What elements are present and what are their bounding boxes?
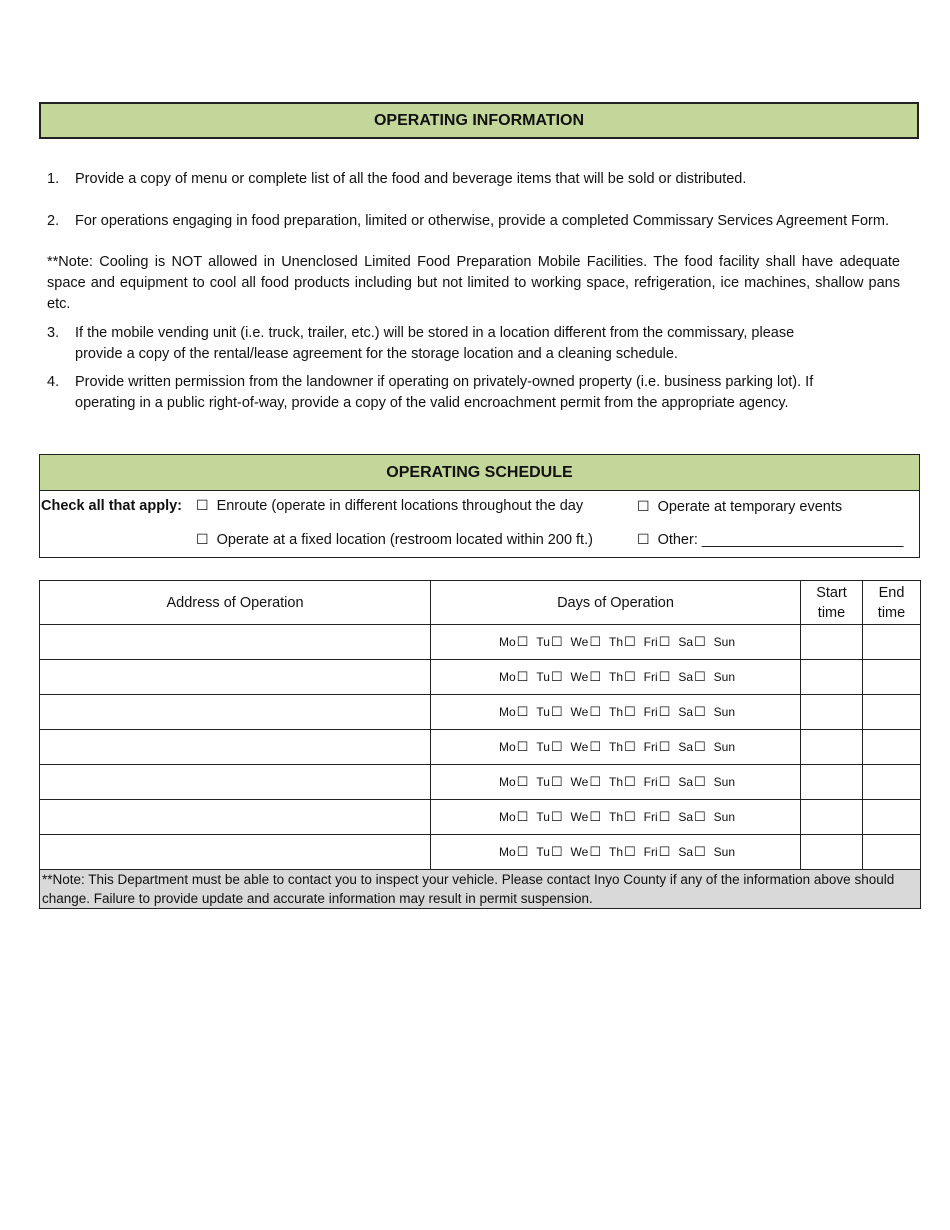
other-label: Other: _________________________ — [657, 532, 904, 548]
contact-note: **Note: This Department must be able to contact you to inspect your vehicle. Please contact Inyo County if any of the information above should change. Failure to provide update and accurate information may result in permit suspension. — [40, 870, 921, 909]
end-time-cell[interactable] — [863, 835, 921, 870]
temporary-events-label: Operate at temporary events — [657, 499, 843, 515]
table-row — [40, 695, 921, 730]
table-row — [40, 800, 921, 835]
days-header: Days of Operation — [431, 581, 801, 625]
item-number: 2. — [47, 213, 60, 229]
day-checkbox-icon[interactable]: ☐ — [658, 704, 671, 720]
fixed-location-option[interactable] — [196, 532, 593, 548]
item-number: 1. — [47, 171, 60, 187]
operations-table — [39, 580, 921, 909]
day-label: Tu — [536, 774, 550, 789]
day-checkbox-icon[interactable]: ☐ — [589, 774, 601, 790]
day-label: Sun — [713, 809, 736, 824]
start-time-header-line1: Start — [816, 584, 847, 601]
day-checkbox-icon[interactable]: ☐ — [694, 739, 706, 755]
table-note-row — [40, 870, 921, 909]
day-label: Mo — [498, 809, 516, 824]
day-checkbox-icon[interactable]: ☐ — [624, 844, 636, 860]
item-text: If the mobile vending unit (i.e. truck, trailer, etc.) will be stored in a location different from the commissary, please provide a copy of the rental/lease agreement for the storage location and a cleaning schedule. — [75, 325, 795, 362]
day-checkbox-icon[interactable]: ☐ — [694, 809, 706, 825]
temporary-events-option[interactable] — [637, 499, 842, 515]
checkbox-icon[interactable]: ☐ — [637, 532, 650, 548]
day-label: Th — [608, 739, 623, 754]
start-time-header-line2: time — [817, 604, 846, 621]
start-time-cell[interactable] — [801, 730, 863, 765]
table-row — [40, 660, 921, 695]
days-cell — [431, 835, 801, 870]
address-cell[interactable] — [40, 695, 431, 730]
operations-table-body — [40, 625, 921, 870]
day-label: Tu — [536, 669, 550, 684]
item-number: 3. — [47, 325, 60, 341]
day-checkbox-icon[interactable]: ☐ — [589, 669, 601, 685]
address-cell[interactable] — [40, 800, 431, 835]
instruction-item-4 — [47, 372, 827, 414]
day-label: Sa — [678, 669, 693, 684]
day-label: Sun — [713, 774, 736, 789]
day-label: Mo — [498, 669, 516, 684]
day-checkbox-icon[interactable]: ☐ — [624, 669, 636, 685]
address-cell[interactable] — [40, 835, 431, 870]
end-time-header-line2: time — [877, 604, 906, 621]
fixed-location-label: Operate at a fixed location (restroom located within 200 ft.) — [216, 532, 593, 548]
day-label: We — [570, 774, 589, 789]
day-label: Tu — [536, 634, 550, 649]
day-checkbox-icon[interactable]: ☐ — [550, 809, 563, 825]
day-checkbox-icon[interactable]: ☐ — [624, 739, 636, 755]
start-time-cell[interactable] — [801, 660, 863, 695]
day-label: Th — [608, 669, 623, 684]
start-time-cell[interactable] — [801, 800, 863, 835]
day-checkbox-icon[interactable]: ☐ — [516, 739, 529, 755]
day-checkbox-icon[interactable]: ☐ — [516, 774, 529, 790]
table-row — [40, 765, 921, 800]
address-cell[interactable] — [40, 730, 431, 765]
end-time-cell[interactable] — [863, 730, 921, 765]
item-text: Provide written permission from the landowner if operating on privately-owned property (i.e. business parking lot). If operating in a public right-of-way, provide a copy of the valid encroachment permit from the appropriate agency. — [75, 374, 814, 411]
address-cell[interactable] — [40, 625, 431, 660]
day-label: Th — [608, 809, 623, 824]
item-number: 4. — [47, 374, 60, 390]
day-label: Sa — [678, 774, 693, 789]
end-time-cell[interactable] — [863, 660, 921, 695]
day-checkbox-icon[interactable]: ☐ — [658, 809, 671, 825]
cooling-note: **Note: Cooling is NOT allowed in Unenclosed Limited Food Preparation Mobile Facilities. The food facility shall have adequate space and equipment to cool all food products including but not limited to working space, refrigeration, ice machines, shallow pans etc. — [47, 254, 900, 312]
day-checkbox-icon[interactable]: ☐ — [694, 704, 706, 720]
day-label: Sun — [713, 844, 736, 859]
operating-schedule-section — [39, 454, 920, 558]
day-checkbox-icon[interactable]: ☐ — [550, 844, 563, 860]
day-checkbox-icon[interactable]: ☐ — [624, 774, 636, 790]
item-text: Provide a copy of menu or complete list of all the food and beverage items that will be sold or distributed. — [75, 171, 747, 187]
days-cell — [431, 660, 801, 695]
enroute-label: Enroute (operate in different locations throughout the day — [216, 498, 584, 514]
day-label: Th — [608, 634, 623, 649]
day-label: Mo — [498, 704, 516, 719]
day-checkbox-icon[interactable]: ☐ — [516, 844, 529, 860]
day-checkbox-icon[interactable]: ☐ — [624, 809, 636, 825]
day-checkbox-icon[interactable]: ☐ — [589, 634, 601, 650]
day-checkbox-icon[interactable]: ☐ — [694, 634, 706, 650]
day-label: We — [570, 809, 589, 824]
end-time-cell[interactable] — [863, 800, 921, 835]
start-time-header — [801, 581, 863, 625]
day-checkbox-icon[interactable]: ☐ — [694, 844, 706, 860]
day-label: Mo — [498, 634, 516, 649]
day-label: Fri — [643, 634, 658, 649]
instruction-item-1 — [47, 169, 913, 190]
address-cell[interactable] — [40, 660, 431, 695]
day-checkbox-icon[interactable]: ☐ — [589, 809, 601, 825]
day-label: Fri — [643, 844, 658, 859]
day-checkbox-icon[interactable]: ☐ — [658, 634, 671, 650]
day-label: Fri — [643, 739, 658, 754]
day-label: Th — [608, 774, 623, 789]
enroute-option[interactable] — [196, 498, 583, 514]
day-label: Mo — [498, 774, 516, 789]
day-label: Fri — [643, 669, 658, 684]
start-time-cell[interactable] — [801, 765, 863, 800]
day-label: Tu — [536, 844, 550, 859]
day-label: Sun — [713, 704, 736, 719]
day-label: We — [570, 844, 589, 859]
day-label: Sa — [678, 809, 693, 824]
day-label: We — [570, 634, 589, 649]
day-checkbox-icon[interactable]: ☐ — [694, 774, 706, 790]
day-checkbox-icon[interactable]: ☐ — [658, 669, 671, 685]
checkbox-icon[interactable]: ☐ — [196, 498, 209, 514]
checkbox-icon[interactable]: ☐ — [637, 499, 650, 515]
day-label: Fri — [643, 809, 658, 824]
instruction-item-3 — [47, 323, 827, 365]
address-header: Address of Operation — [40, 581, 431, 625]
check-all-label: Check all that apply: — [41, 498, 183, 514]
day-label: Fri — [643, 704, 658, 719]
end-time-cell[interactable] — [863, 625, 921, 660]
table-header-row — [40, 581, 921, 625]
day-label: Tu — [536, 809, 550, 824]
operating-information-header: OPERATING INFORMATION — [39, 102, 919, 139]
day-label: Sa — [678, 844, 693, 859]
day-checkbox-icon[interactable]: ☐ — [550, 774, 563, 790]
day-checkbox-icon[interactable]: ☐ — [658, 739, 671, 755]
day-checkbox-icon[interactable]: ☐ — [516, 669, 529, 685]
start-time-cell[interactable] — [801, 695, 863, 730]
operating-schedule-header: OPERATING SCHEDULE — [40, 455, 919, 491]
end-time-cell[interactable] — [863, 765, 921, 800]
day-label: We — [570, 739, 589, 754]
table-row — [40, 625, 921, 660]
days-cell — [431, 625, 801, 660]
checkbox-icon[interactable]: ☐ — [196, 532, 209, 548]
day-label: Sun — [713, 669, 736, 684]
day-label: Sa — [678, 634, 693, 649]
days-cell — [431, 730, 801, 765]
day-checkbox-icon[interactable]: ☐ — [658, 774, 671, 790]
day-checkbox-icon[interactable]: ☐ — [550, 669, 563, 685]
day-label: Sun — [713, 634, 736, 649]
address-cell[interactable] — [40, 765, 431, 800]
end-time-header-line1: End — [878, 584, 905, 601]
day-label: Th — [608, 844, 623, 859]
end-time-header — [863, 581, 921, 625]
end-time-cell[interactable] — [863, 695, 921, 730]
days-cell — [431, 765, 801, 800]
day-label: Sa — [678, 704, 693, 719]
day-label: We — [570, 669, 589, 684]
table-row — [40, 730, 921, 765]
day-checkbox-icon[interactable]: ☐ — [516, 634, 529, 650]
day-label: Th — [608, 704, 623, 719]
day-checkbox-icon[interactable]: ☐ — [516, 809, 529, 825]
day-checkbox-icon[interactable]: ☐ — [516, 704, 529, 720]
day-label: Sa — [678, 739, 693, 754]
start-time-cell[interactable] — [801, 835, 863, 870]
day-checkbox-icon[interactable]: ☐ — [589, 844, 601, 860]
day-checkbox-icon[interactable]: ☐ — [658, 844, 671, 860]
day-label: Sun — [713, 739, 736, 754]
day-label: Tu — [536, 739, 550, 754]
day-checkbox-icon[interactable]: ☐ — [624, 704, 636, 720]
day-checkbox-icon[interactable]: ☐ — [550, 634, 563, 650]
day-checkbox-icon[interactable]: ☐ — [550, 704, 563, 720]
days-cell — [431, 695, 801, 730]
days-cell — [431, 800, 801, 835]
day-label: Fri — [643, 774, 658, 789]
table-row — [40, 835, 921, 870]
day-checkbox-icon[interactable]: ☐ — [589, 739, 601, 755]
day-label: Mo — [498, 739, 516, 754]
day-checkbox-icon[interactable]: ☐ — [589, 704, 601, 720]
start-time-cell[interactable] — [801, 625, 863, 660]
day-label: Mo — [498, 844, 516, 859]
day-label: We — [570, 704, 589, 719]
day-checkbox-icon[interactable]: ☐ — [694, 669, 706, 685]
day-checkbox-icon[interactable]: ☐ — [624, 634, 636, 650]
other-option[interactable] — [637, 532, 904, 548]
day-label: Tu — [536, 704, 550, 719]
instruction-item-2 — [47, 211, 913, 232]
item-text: For operations engaging in food preparation, limited or otherwise, provide a completed Commissary Services Agreement Form. — [75, 213, 889, 229]
day-checkbox-icon[interactable]: ☐ — [550, 739, 563, 755]
